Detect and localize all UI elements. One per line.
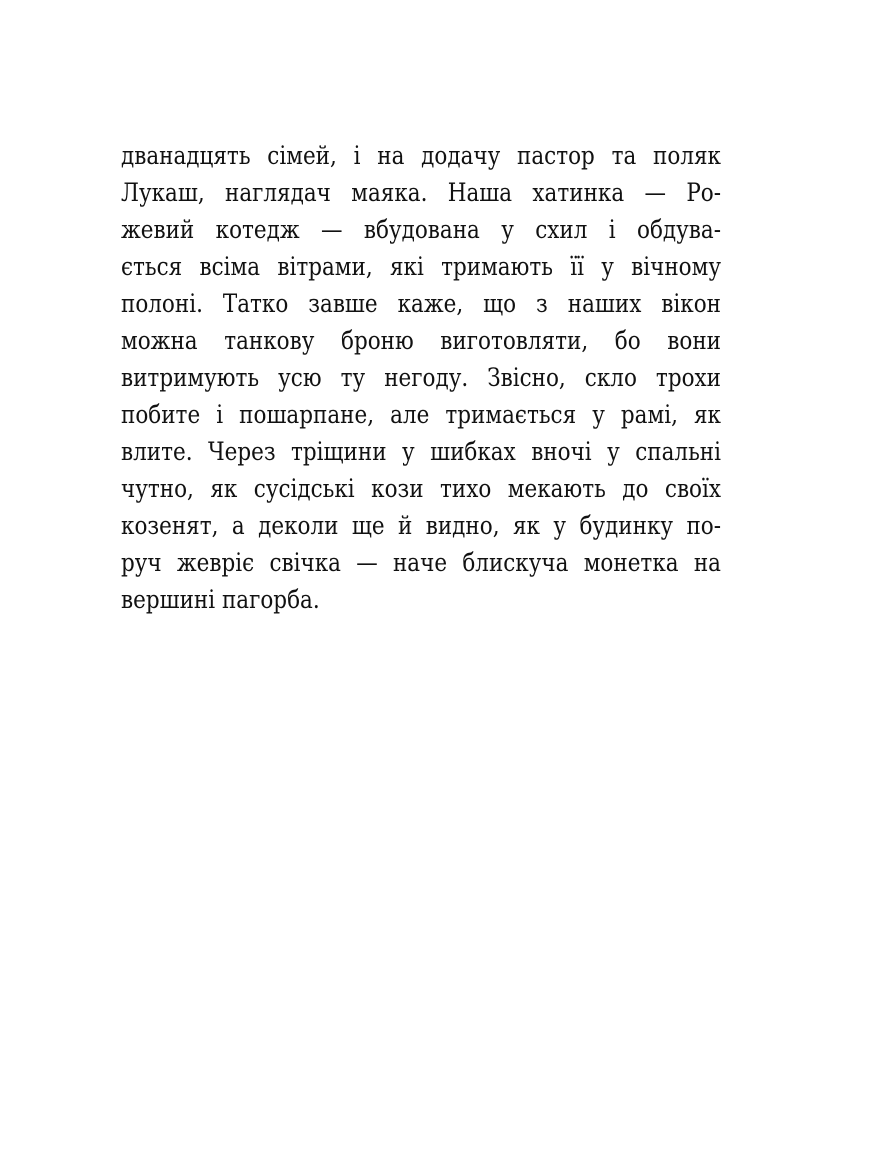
body-paragraph: [121, 137, 721, 618]
text-line: дванадцять сімей, і на додачу пастор та поляк: [121, 141, 721, 170]
text-line: витримують усю ту негоду. Звісно, скло трохи: [121, 363, 721, 392]
text-line: жевий котедж — вбудована у схил і обдува-: [121, 215, 721, 244]
text-line: Лукаш, наглядач маяка. Наша хатинка — Ро-: [121, 178, 721, 207]
text-line: побите і пошарпане, але тримається у рамі, як: [121, 400, 721, 429]
text-line: вершині пагорба.: [121, 585, 320, 614]
text-line: козенят, а деколи ще й видно, як у будинку по-: [121, 511, 721, 540]
text-line: чутно, як сусідські кози тихо мекають до своїх: [121, 474, 721, 503]
text-line: можна танкову броню виготовляти, бо вони: [121, 326, 721, 355]
text-line: полоні. Татко завше каже, що з наших вікон: [121, 289, 721, 318]
text-line: влите. Через тріщини у шибках вночі у спальні: [121, 437, 721, 466]
text-line: ється всіма вітрами, які тримають її у вічному: [121, 252, 721, 281]
text-line: руч жевріє свічка — наче блискуча монетка на: [121, 548, 721, 577]
